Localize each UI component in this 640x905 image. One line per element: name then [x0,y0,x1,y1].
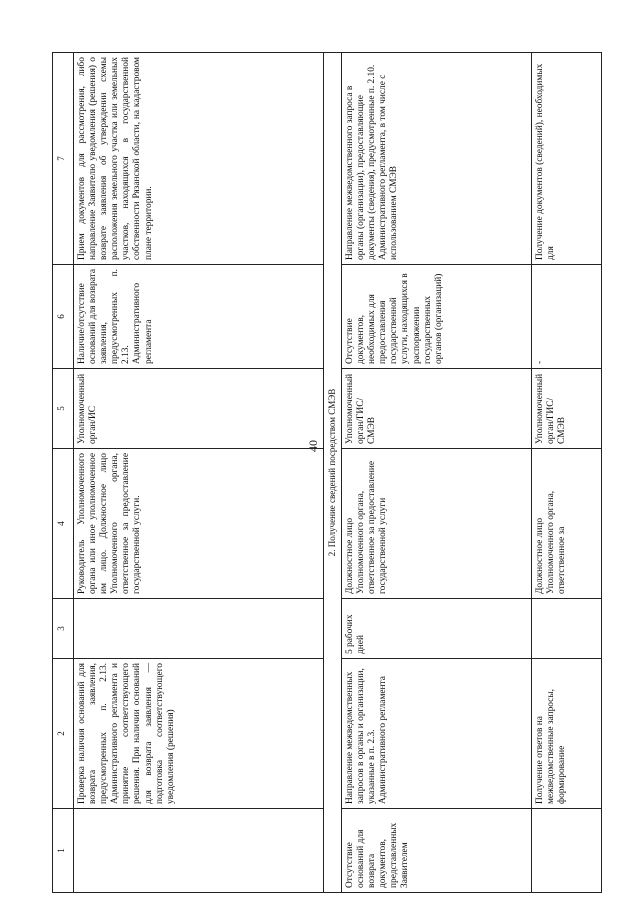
rotated-table-sheet [52,53,612,893]
cell-prefix: Прием [77,233,87,260]
procedure-table [52,52,602,893]
cell [74,53,324,265]
table-row [342,53,532,893]
page-number: 40 [306,440,320,452]
col-num-3: 3 [53,599,74,659]
cell: Получение документов (сведений), необходимых для [532,53,602,265]
section-title: 2. Получение сведений посредством СМЭВ [324,53,342,893]
col-num-6: 6 [53,265,74,369]
cell [532,809,602,893]
cell: Получение ответов на межведомственные запросы, формирование [532,659,602,809]
table-row [74,53,324,893]
col-num-7 [53,53,74,265]
cell: 5 рабочих дней [342,599,532,659]
cell [74,809,324,893]
col-num-2: 2 [53,659,74,809]
cell [74,599,324,659]
cell: Отсутствие оснований для возврата документов, представленных Заявителем [342,809,532,893]
cell: Направление межведомственного запроса в органы (организации), предоставляющие документы (сведения), предусмотренные п. 2.10. Административного регламента, в том числе с использованием СМЭВ [342,53,532,265]
cell: Уполномоченный орган/ГИС/СМЭВ [342,369,532,449]
col-num-1: 1 [53,809,74,893]
cell: Уполномоченный орган/ИС [74,369,324,449]
cell: Проверка наличия оснований для возврата заявления, предусмотренных п. 2.13. Административного регламента и принятие соответствующего решения. При наличии оснований для возврата заявления — подготовка соответствующего уведомления (решения) [74,659,324,809]
col-num-5: 5 [53,369,74,449]
table-row [532,53,602,893]
section-row [324,53,342,893]
cell: Направление межведомственных запросов в органы и организации, указанные в п. 2.3. Административного регламента [342,659,532,809]
cell: - [532,265,602,369]
cell: Должностное лицо Уполномоченного органа, ответственное за [532,449,602,599]
cell: Должностное лицо Уполномоченного органа, ответственное за предоставление государственной услуги [342,449,532,599]
col-num-4: 4 [53,449,74,599]
cell: Руководитель Уполномоченного органа или иное уполномоченное им лицо. Должностное лицо Уполномоченного органа, ответственное за предоставление государственной услуги. [74,449,324,599]
cell [532,599,602,659]
cell: Наличие/отсутствие оснований для возврата заявления, предусмотренных п. 2.13. Административного регламента [74,265,324,369]
column-number-row [53,53,74,893]
cell: Уполномоченный орган/ГИС/СМЭВ [532,369,602,449]
cell-text: документов для рассмотрения, либо направление Заявителю уведомления (решения) о возврате заявления об утверждении схемы расположения земельного участка или земельных участков, находящихся в государственной собственности Рязанской области, на кадастровом плане территории. [77,57,154,260]
cell: Отсутствие документов, необходимых для предоставления государственной услуги, находящихся в распоряжении государственных органов (организаций) [342,265,532,369]
col7-prefix: 7 [56,156,66,161]
